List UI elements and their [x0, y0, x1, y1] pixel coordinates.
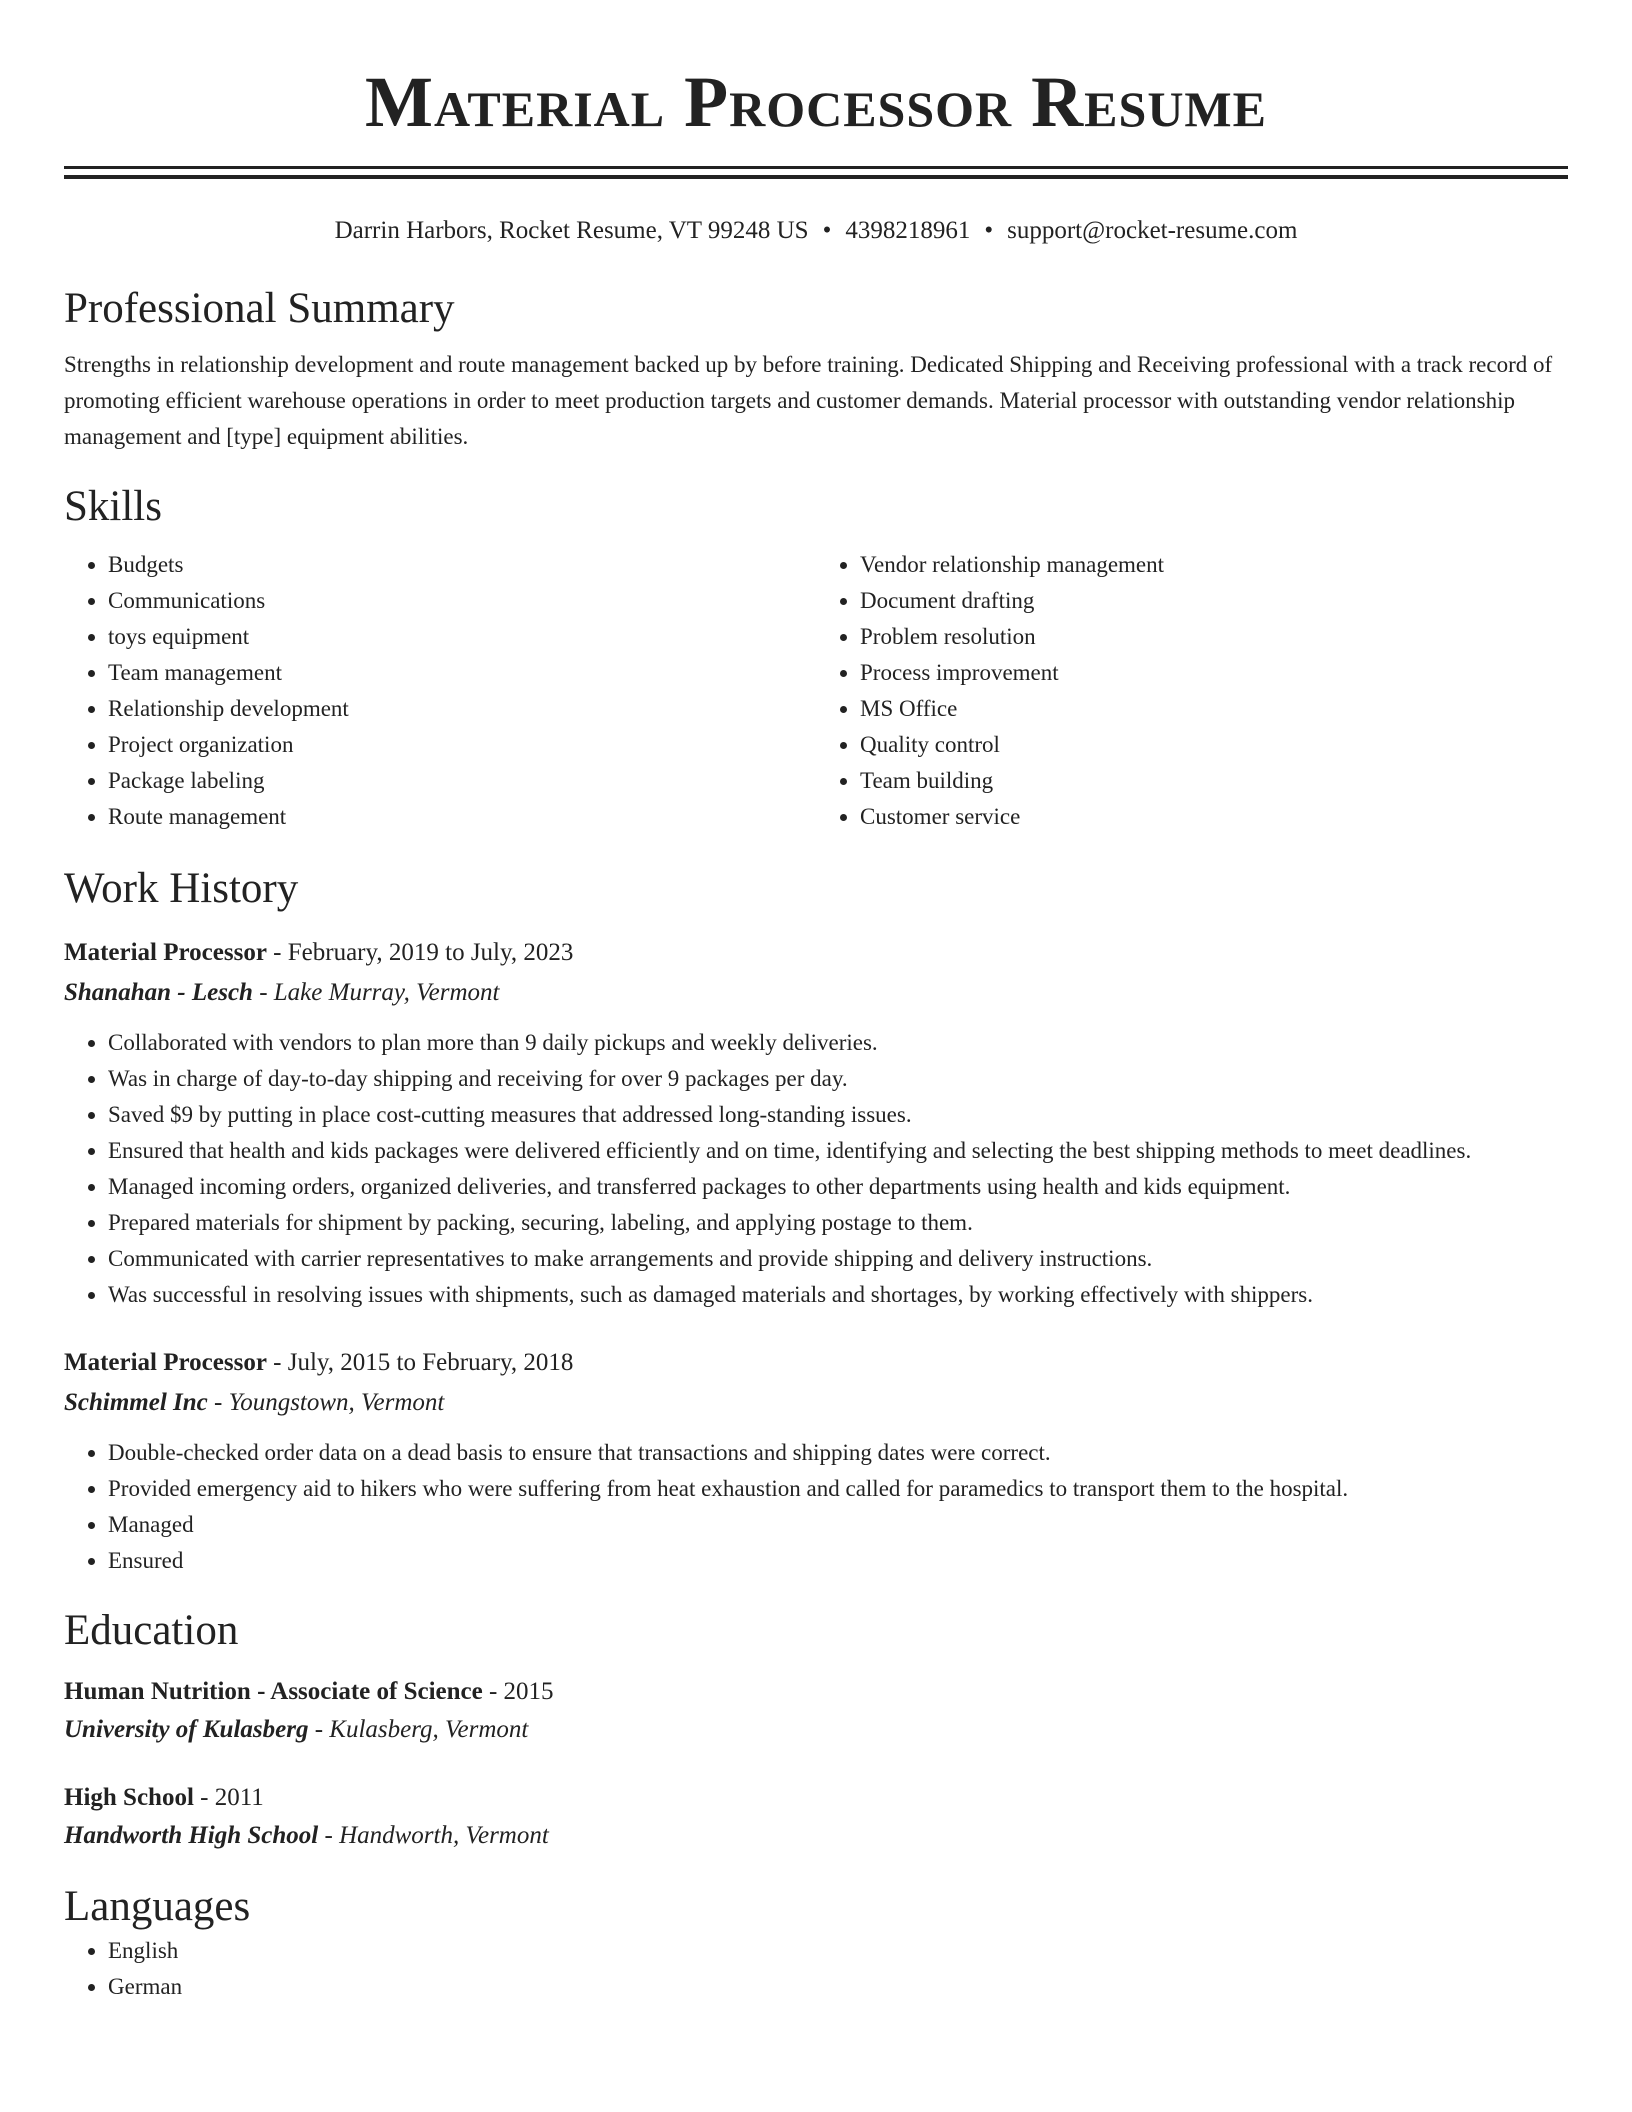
summary-heading: Professional Summary: [64, 285, 455, 332]
contact-phone: 4398218961: [845, 217, 971, 244]
job-duty: • Managed: [108, 1507, 1568, 1543]
skill-item: • Budgets: [108, 547, 816, 583]
skills-list-left: [64, 547, 816, 835]
school-location: Handworth, Vermont: [339, 1822, 549, 1849]
job-dates: July, 2015 to February, 2018: [287, 1349, 574, 1376]
job-title: Material Processor: [64, 939, 267, 966]
skill-item: • Communications: [108, 583, 816, 619]
job-duty: • Saved $9 by putting in place cost-cutting measures that addressed long-standing issues.: [108, 1097, 1568, 1133]
work-history-heading: Work History: [64, 865, 299, 912]
dash-separator: -: [318, 1822, 340, 1849]
job-entry: [64, 1343, 1568, 1579]
contact-separator: •: [822, 217, 832, 244]
language-item: • English: [108, 1933, 1568, 1969]
job-dates: February, 2019 to July, 2023: [287, 939, 574, 966]
job-duty: • Was in charge of day-to-day shipping and receiving for over 9 packages per day.: [108, 1061, 1568, 1097]
skill-item: • Quality control: [860, 727, 1568, 763]
job-entry: [64, 933, 1568, 1313]
degree-name: High School: [64, 1784, 194, 1811]
title-divider-thick: [64, 175, 1568, 179]
company-line: [64, 1383, 1568, 1423]
contact-line: [64, 215, 1568, 247]
skill-item: • Team building: [860, 763, 1568, 799]
dash-separator: -: [266, 1349, 288, 1376]
skill-item: • Relationship development: [108, 691, 816, 727]
skill-item: • Package labeling: [108, 763, 816, 799]
school-name: University of Kulasberg: [64, 1716, 309, 1743]
school-location: Kulasberg, Vermont: [329, 1716, 529, 1743]
degree-name: Human Nutrition - Associate of Science: [64, 1678, 483, 1705]
dash-separator: -: [193, 1784, 215, 1811]
skill-item: • Process improvement: [860, 655, 1568, 691]
job-duty: • Was successful in resolving issues with shipments, such as damaged materials and shortages, by working effectively with shippers.: [108, 1277, 1568, 1313]
job-duty: • Ensured: [108, 1543, 1568, 1579]
contact-separator: •: [984, 217, 994, 244]
education-entry: [64, 1779, 1568, 1855]
contact-email: support@rocket-resume.com: [1007, 217, 1298, 244]
skills-list-right: [816, 547, 1568, 835]
graduation-year: 2015: [503, 1678, 554, 1705]
job-title: Material Processor: [64, 1349, 267, 1376]
school-line: [64, 1711, 1568, 1749]
company-name: Schimmel Inc: [64, 1389, 208, 1416]
company-line: [64, 973, 1568, 1013]
skill-item: • Problem resolution: [860, 619, 1568, 655]
job-duty: • Collaborated with vendors to plan more than 9 daily pickups and weekly deliveries.: [108, 1025, 1568, 1061]
job-duties-list: [64, 1025, 1568, 1313]
summary-text: Strengths in relationship development and route management backed up by before training. Dedicated Shipping and Receiving professional with a track record of promoting efficient warehouse operations in order to meet production targets and customer demands. Material processor with outstanding vendor relationship management and [type] equipment abilities.: [64, 352, 1553, 449]
contact-address: Darrin Harbors, Rocket Resume, VT 99248 US: [334, 217, 809, 244]
dash-separator: -: [308, 1716, 330, 1743]
job-duty: • Prepared materials for shipment by packing, securing, labeling, and applying postage to them.: [108, 1205, 1568, 1241]
skills-heading: Skills: [64, 483, 162, 530]
skills-columns: [64, 547, 1568, 835]
education-heading: Education: [64, 1607, 239, 1654]
skill-item: • Route management: [108, 799, 816, 835]
job-duty: • Provided emergency aid to hikers who were suffering from heat exhaustion and called for paramedics to transport them to the hospital.: [108, 1471, 1568, 1507]
degree-line: [64, 1779, 1568, 1817]
job-duties-list: [64, 1435, 1568, 1579]
company-location: Youngstown, Vermont: [228, 1389, 445, 1416]
education-entry: [64, 1673, 1568, 1749]
job-title-line: [64, 933, 1568, 973]
dash-separator: -: [482, 1678, 504, 1705]
job-duty: • Communicated with carrier representatives to make arrangements and provide shipping and delivery instructions.: [108, 1241, 1568, 1277]
language-item: • German: [108, 1969, 1568, 2005]
job-duty: • Managed incoming orders, organized deliveries, and transferred packages to other departments using health and kids equipment.: [108, 1169, 1568, 1205]
skill-item: • toys equipment: [108, 619, 816, 655]
job-duty: • Ensured that health and kids packages were delivered efficiently and on time, identifying and selecting the best shipping methods to meet deadlines.: [108, 1133, 1568, 1169]
dash-separator: -: [252, 979, 274, 1006]
degree-line: [64, 1673, 1568, 1711]
resume-title: Material Processor Resume: [365, 62, 1267, 142]
skill-item: • Customer service: [860, 799, 1568, 835]
skill-item: • Project organization: [108, 727, 816, 763]
languages-list: [64, 1933, 1568, 2005]
skill-item: • Document drafting: [860, 583, 1568, 619]
company-name: Shanahan - Lesch: [64, 979, 253, 1006]
skill-item: • Vendor relationship management: [860, 547, 1568, 583]
school-name: Handworth High School: [64, 1822, 319, 1849]
skill-item: • Team management: [108, 655, 816, 691]
dash-separator: -: [266, 939, 288, 966]
languages-heading: Languages: [64, 1883, 251, 1930]
graduation-year: 2011: [214, 1784, 264, 1811]
skill-item: • MS Office: [860, 691, 1568, 727]
job-duty: • Double-checked order data on a dead basis to ensure that transactions and shipping dates were correct.: [108, 1435, 1568, 1471]
job-title-line: [64, 1343, 1568, 1383]
title-divider-thin: [64, 166, 1568, 169]
school-line: [64, 1817, 1568, 1855]
dash-separator: -: [207, 1389, 229, 1416]
company-location: Lake Murray, Vermont: [273, 979, 500, 1006]
